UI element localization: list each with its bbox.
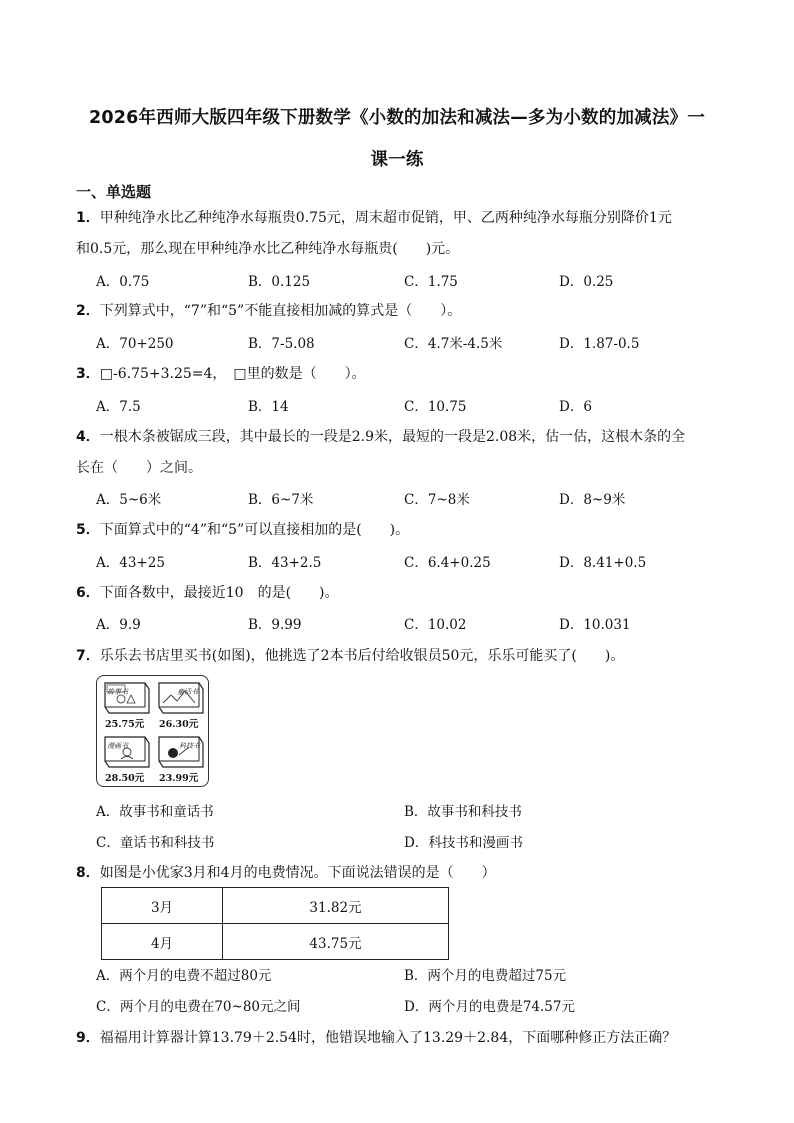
question-text: 甲种纯净水比乙种纯净水每瓶贵0.75元，周末超市促销，甲、乙两种纯净水每瓶分别降价1元 [99,210,672,226]
book-comic [101,735,151,783]
question-5-line-1 [76,519,726,539]
question-8-option-d[interactable]: D．两个月的电费是74.57元 [404,999,575,1015]
question-number: 8． [76,865,100,881]
table-row [102,924,449,960]
question-6-option-a[interactable]: A．9.9 [96,617,141,633]
page-title: 2026年西师大版四年级下册数学《小数的加法和减法—多为小数的加减法》一 [89,108,705,128]
question-1-option-a[interactable]: A．0.75 [96,274,150,290]
question-1-line-1 [76,207,726,227]
question-2-option-d[interactable]: D．1.87-0.5 [559,336,640,352]
book-name: 童话书 [177,688,198,696]
question-4-option-d[interactable]: D．8~9米 [559,492,626,508]
question-2-option-b[interactable]: B．7-5.08 [248,336,315,352]
question-text: 福福用计算器计算13.79＋2.54时，他错误地输入了13.29＋2.84，下面哪种修正方法正确？ [99,1030,677,1046]
question-2-option-c[interactable]: C．4.7米-4.5米 [404,336,503,352]
question-number: 2． [76,303,100,319]
question-2-option-a[interactable]: A．70+250 [96,336,174,352]
book-price: 28.50元 [105,773,145,784]
question-6-option-b[interactable]: B．9.99 [248,617,302,633]
question-number: 6． [76,585,100,601]
book-price: 25.75元 [105,719,145,730]
question-8-line-1 [76,862,726,882]
question-number: 7． [76,648,100,664]
month-cell: 4月 [102,924,223,960]
book-story [101,681,151,729]
question-3-option-d[interactable]: D．6 [559,399,592,415]
book-name: 漫画书 [107,742,128,750]
question-4-option-c[interactable]: C．7~8米 [404,492,470,508]
question-5-option-d[interactable]: D．8.41+0.5 [559,555,647,571]
question-number: 5． [76,522,100,538]
question-3-option-b[interactable]: B．14 [248,399,289,415]
question-text: 下列算式中，“7”和“5”不能直接相加减的算式是（ ）。 [99,303,462,319]
section-heading: 一、单选题 [76,183,152,201]
question-number: 9． [76,1030,100,1046]
electricity-fee-table [101,887,449,960]
question-6-line-1 [76,582,726,602]
question-text: 下面算式中的“4”和“5”可以直接相加的是( )。 [99,522,410,538]
question-text: □-6.75+3.25=4， □里的数是（ ）。 [99,366,366,382]
question-8-option-a[interactable]: A．两个月的电费不超过80元 [96,968,272,984]
question-7-option-d[interactable]: D．科技书和漫画书 [404,835,523,851]
question-number: 4． [76,429,100,445]
question-text: 下面各数中，最接近10 的是( )。 [99,585,339,601]
question-number: 3． [76,366,100,382]
book-price-figure [96,675,209,787]
question-1-option-d[interactable]: D．0.25 [559,274,614,290]
question-4-line-1 [76,426,726,446]
question-6-option-d[interactable]: D．10.031 [559,617,631,633]
question-3-option-a[interactable]: A．7.5 [96,399,141,415]
question-5-option-a[interactable]: A．43+25 [96,555,165,571]
question-4-option-a[interactable]: A．5~6米 [96,492,162,508]
question-4-line-2: 长在（ ）之间。 [76,460,202,476]
book-price: 26.30元 [159,719,199,730]
amount-cell: 43.75元 [223,924,449,960]
question-7-option-c[interactable]: C．童话书和科技书 [96,835,215,851]
question-6-option-c[interactable]: C．10.02 [404,617,467,633]
page-title-continued: 课一练 [370,150,424,170]
question-5-option-c[interactable]: C．6.4+0.25 [404,555,491,571]
table-row [102,888,449,924]
question-1-option-b[interactable]: B．0.125 [248,274,311,290]
question-4-option-b[interactable]: B．6~7米 [248,492,314,508]
month-cell: 3月 [102,888,223,924]
question-2-line-1 [76,300,726,320]
question-text: 乐乐去书店里买书(如图)，他挑选了2本书后付给收银员50元，乐乐可能买了( )。 [99,648,625,664]
question-3-line-1 [76,363,726,383]
question-1-option-c[interactable]: C．1.75 [404,274,458,290]
book-name: 科技书 [179,742,200,750]
question-1-line-2: 和0.5元，那么现在甲种纯净水比乙种纯净水每瓶贵( )元。 [76,241,460,257]
book-name: 故事书 [107,688,128,696]
book-fairy-tale [155,681,205,729]
question-7-option-b[interactable]: B．故事书和科技书 [404,804,522,820]
amount-cell: 31.82元 [223,888,449,924]
question-8-option-c[interactable]: C．两个月的电费在70~80元之间 [96,999,301,1015]
question-8-option-b[interactable]: B．两个月的电费超过75元 [404,968,567,984]
question-7-option-a[interactable]: A．故事书和童话书 [96,804,214,820]
book-price: 23.99元 [159,773,199,784]
question-5-option-b[interactable]: B．43+2.5 [248,555,322,571]
question-number: 1． [76,210,100,226]
question-3-option-c[interactable]: C．10.75 [404,399,467,415]
question-7-line-1 [76,645,726,665]
question-text: 一根木条被锯成三段，其中最长的一段是2.9米，最短的一段是2.08米，估一估，这根木条的全 [99,429,686,445]
book-science [155,735,205,783]
question-9-line-1 [76,1027,726,1047]
question-text: 如图是小优家3月和4月的电费情况。下面说法错误的是（ ） [99,865,496,881]
